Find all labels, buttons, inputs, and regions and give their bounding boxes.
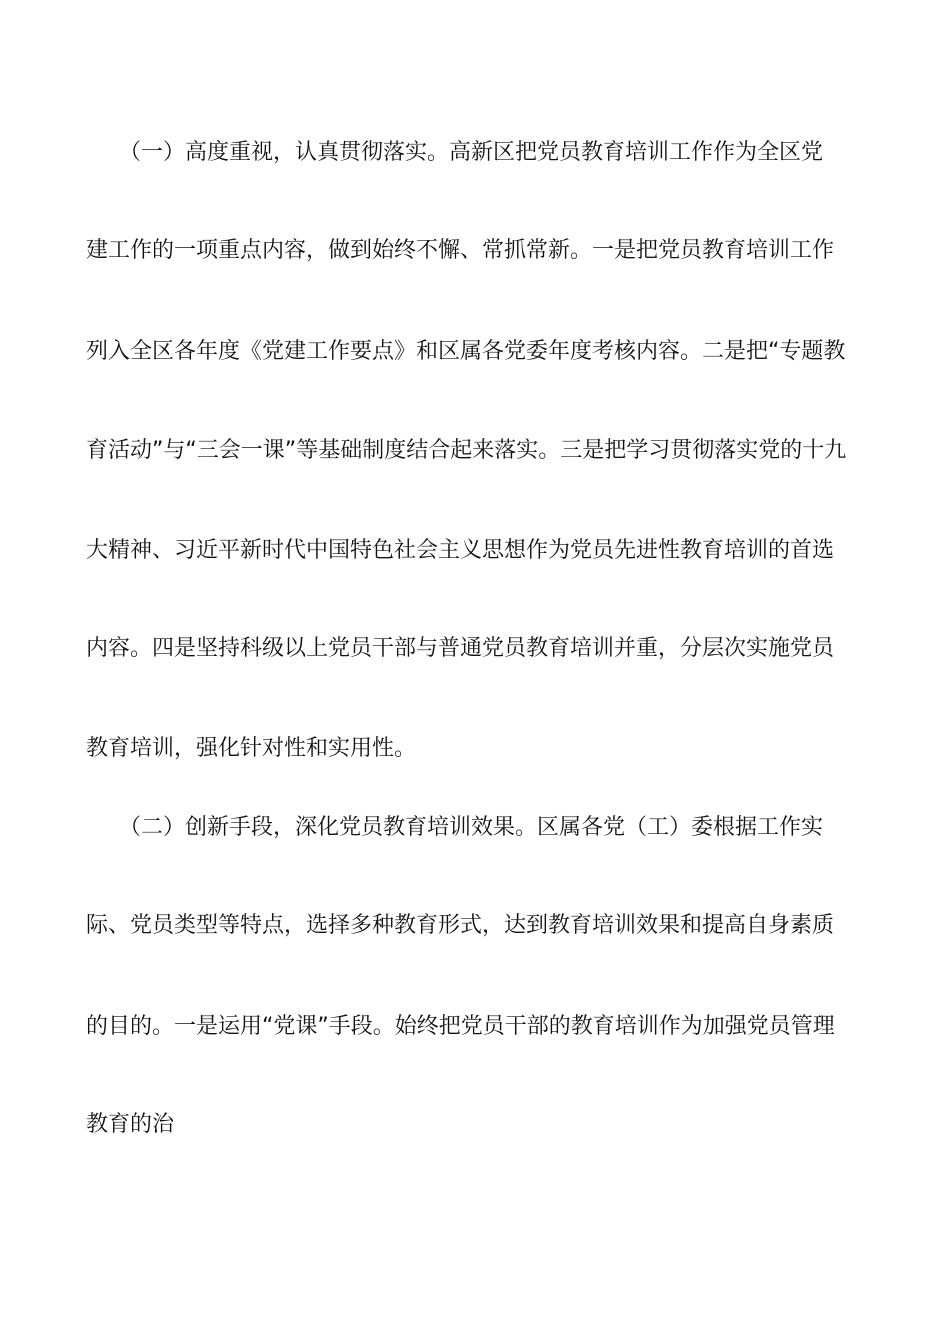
paragraph-line: 教育的治 bbox=[86, 1112, 175, 1137]
paragraph-line: 的目的。一是运用“党课”手段。始终把党员干部的教育培训作为加强党员管理 bbox=[86, 1014, 835, 1039]
paragraph-line: （二）创新手段，深化党员教育培训效果。区属各党（工）委根据工作实 bbox=[86, 815, 824, 840]
paragraph-line: 育活动”与“三会一课”等基础制度结合起来落实。三是把学习贯彻落实党的十九 bbox=[86, 438, 847, 463]
paragraph-line: 大精神、习近平新时代中国特色社会主义思想作为党员先进性教育培训的首选 bbox=[86, 538, 835, 563]
paragraph-line: 教育培训，强化针对性和实用性。 bbox=[86, 736, 417, 761]
paragraph-line: 建工作的一项重点内容，做到始终不懈、常抓常新。一是把党员教育培训工作 bbox=[86, 238, 835, 263]
paragraph-line: 内容。四是坚持科级以上党员干部与普通党员教育培训并重，分层次实施党员 bbox=[86, 636, 835, 661]
paragraph-line: 际、党员类型等特点，选择多种教育形式，达到教育培训效果和提高自身素质 bbox=[86, 913, 835, 938]
paragraph-line: 列入全区各年度《党建工作要点》和区属各党委年度考核内容。二是把“专题教 bbox=[86, 339, 846, 364]
paragraph-line: （一）高度重视，认真贯彻落实。高新区把党员教育培训工作作为全区党 bbox=[86, 140, 824, 165]
